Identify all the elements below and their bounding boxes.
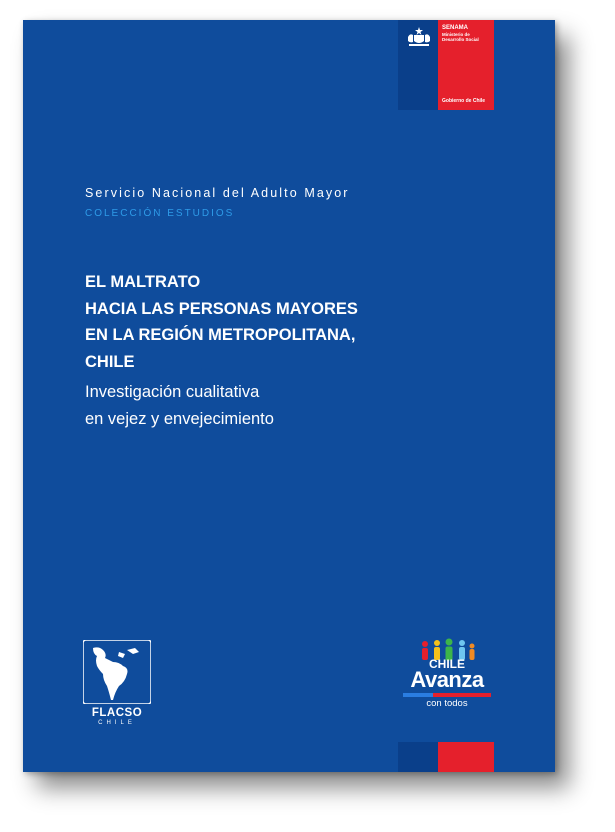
flacso-logo bbox=[83, 640, 151, 730]
gov-agency-name: SENAMA bbox=[442, 25, 469, 31]
book-cover bbox=[23, 20, 555, 772]
gov-ministry-name: Ministerio de Desarrollo Social bbox=[442, 32, 479, 42]
title-line: HACIA LAS PERSONAS MAYORES bbox=[85, 299, 358, 318]
chile-coat-of-arms-icon bbox=[405, 26, 433, 48]
book-title bbox=[85, 269, 358, 375]
avanza-tagline: con todos bbox=[426, 698, 468, 709]
book-subtitle bbox=[85, 379, 274, 433]
avanza-word: Avanza bbox=[410, 667, 484, 692]
subtitle-line: en vejez y envejecimiento bbox=[85, 410, 274, 428]
title-line: EL MALTRATO bbox=[85, 273, 201, 291]
chile-avanza-logo bbox=[401, 638, 493, 714]
avanza-flag-stripe bbox=[403, 693, 491, 697]
subtitle-line: Investigación cualitativa bbox=[85, 383, 260, 401]
title-line: EN LA REGIÓN METROPOLITANA, bbox=[85, 326, 356, 344]
gobierno-de-chile-logo bbox=[398, 20, 494, 110]
latin-america-map-icon bbox=[83, 640, 151, 704]
collection-name: COLECCIÓN ESTUDIOS bbox=[85, 208, 235, 219]
gov-government-name: Gobierno de Chile bbox=[442, 98, 486, 104]
flacso-name: FLACSO bbox=[91, 707, 143, 719]
bottom-flag-bar bbox=[398, 742, 494, 772]
service-name: Servicio Nacional del Adulto Mayor bbox=[85, 186, 350, 200]
avanza-chile-text: CHILE bbox=[429, 657, 465, 671]
flacso-country: CHILE bbox=[98, 720, 136, 726]
title-line: CHILE bbox=[85, 352, 135, 371]
